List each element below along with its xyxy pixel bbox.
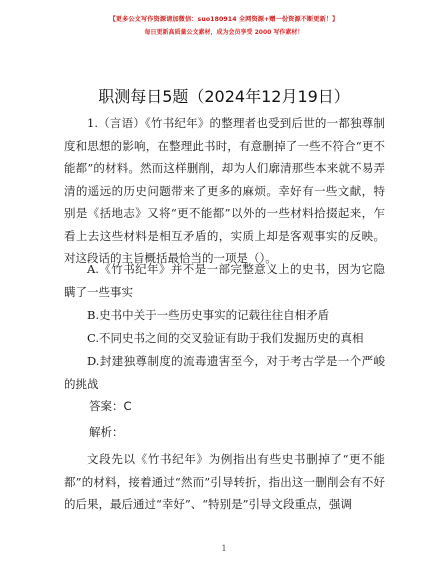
analysis-label: 解析：: [89, 425, 124, 439]
question-stem: 1.（言语）《竹书纪年》的整理者也受到后世的一都独尊制度和思想的影响，在整理此书时，有意删掉了一些不符合“更不能都”的材料。然而这样删削，却为人们廓清那些本来就不易弄清的遥远的历史问题带来了更多的麻烦。幸好有一些文献，特别是《括地志》又将“更不能都”以外的一些材料拾掇起来，乍看上去这些材料是相互矛盾的，实质上却是客观事实的反映。对这段话的主旨概括最恰当的一项是（）。: [64, 116, 385, 265]
analysis-text: 文段先以《竹书纪年》为例指出有些史书删掉了“更不能都”的材料，接着通过“然而”引导转折，指出这一删削会有不好的后果，最后通过“幸好”、“特别是”引导文段重点，强调: [64, 452, 385, 511]
option-d: D.封建独尊制度的流毒遗害至今，对于考古学是一个严峻的挑战: [64, 354, 385, 391]
page-number: 1: [221, 544, 227, 553]
option-b: B.史书中关于一些历史事实的记载往往自相矛盾: [87, 308, 330, 322]
answer: 答案：C: [89, 399, 132, 413]
option-a: A.《竹书纪年》并不是一部完整意义上的史书，因为它隐瞒了一些事实: [64, 262, 385, 299]
promo-banner-line1: 【更多公文写作资源请加微信：suo180914 全网资源+赠一份资源不断更新！】: [109, 16, 339, 23]
promo-banner-line2: 每日更新高质量公文素材，成为会员享受 2000 写作素材！: [144, 29, 304, 36]
page-title: 职测每日5题（2024年12月19日）: [98, 87, 350, 106]
option-c: C.不同史书之间的交叉验证有助于我们发掘历史的真相: [87, 331, 364, 345]
